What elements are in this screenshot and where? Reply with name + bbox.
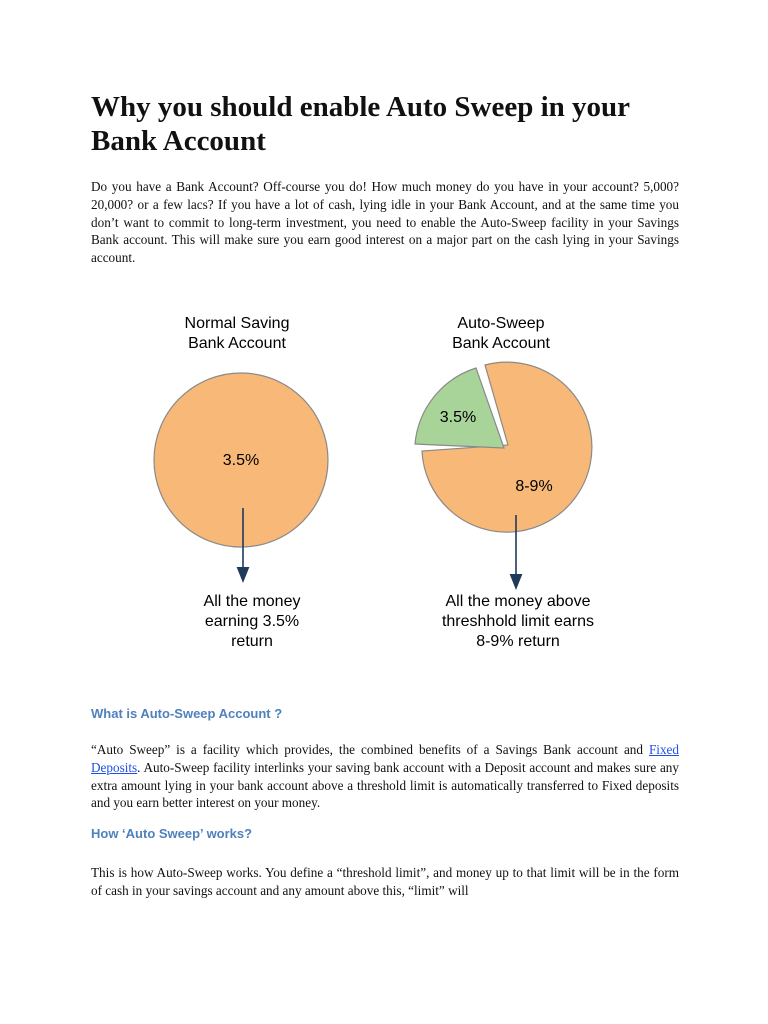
pie-diagram-svg	[0, 300, 768, 660]
section1-text-before-link: “Auto Sweep” is a facility which provides, the combined benefits of a Savings Bank account and	[91, 742, 649, 757]
right-pie-title-line1: Auto-Sweep	[457, 315, 545, 332]
pie-comparison-diagram	[0, 300, 768, 660]
left-caption-line3: return	[231, 633, 273, 650]
fixed-deposits-link[interactable]: Fixed Deposits	[91, 742, 679, 775]
left-caption-line2: earning 3.5%	[204, 613, 300, 630]
section-heading-what-is: What is Auto-Sweep Account ?	[91, 706, 283, 721]
left-pie-title	[147, 314, 327, 354]
section2-paragraph: This is how Auto-Sweep works. You define a “threshold limit”, and money up to that limit will be in the form of cash in your savings account and any amount above this, “limit” will	[91, 865, 679, 898]
left-pie-slice-label: 3.5%	[222, 452, 260, 469]
left-caption-line1: All the money	[203, 593, 301, 610]
right-pie-title	[411, 314, 591, 354]
right-caption-line3: 8-9% return	[476, 633, 560, 650]
section1-text-after-link: . Auto-Sweep facility interlinks your saving bank account with a Deposit account and makes sure any extra amount lying in your bank account above a threshold limit is automatically transferred to Fixed deposits and you earn better interest on your money.	[91, 759, 679, 811]
left-pie-caption	[152, 592, 352, 652]
left-pie-title-line1: Normal Saving	[184, 315, 290, 332]
left-pie-title-line2: Bank Account	[188, 335, 286, 352]
right-pie-caption	[408, 592, 628, 652]
right-pie-large-slice-label: 8-9%	[515, 478, 553, 495]
section1-paragraph	[91, 741, 679, 812]
intro-paragraph: Do you have a Bank Account? Off-course you do! How much money do you have in your account? 5,000? 20,000? or a few lacs? If you have a lot of cash, lying idle in your Bank Account, and at the same time you don’t want to commit to long-term investment, you need to enable the Auto-Sweep facility in your Savings Bank account. This will make sure you earn good interest on a major part on the cash lying in your Savings account.	[91, 179, 679, 266]
right-caption-line2: threshhold limit earns	[441, 613, 595, 630]
right-pie-small-slice-label: 3.5%	[439, 409, 477, 426]
page-title: Why you should enable Auto Sweep in your Bank Account	[91, 91, 630, 157]
right-pie-title-line2: Bank Account	[452, 335, 550, 352]
section-heading-how-works: How ‘Auto Sweep’ works?	[91, 826, 253, 841]
right-caption-line1: All the money above	[445, 593, 591, 610]
